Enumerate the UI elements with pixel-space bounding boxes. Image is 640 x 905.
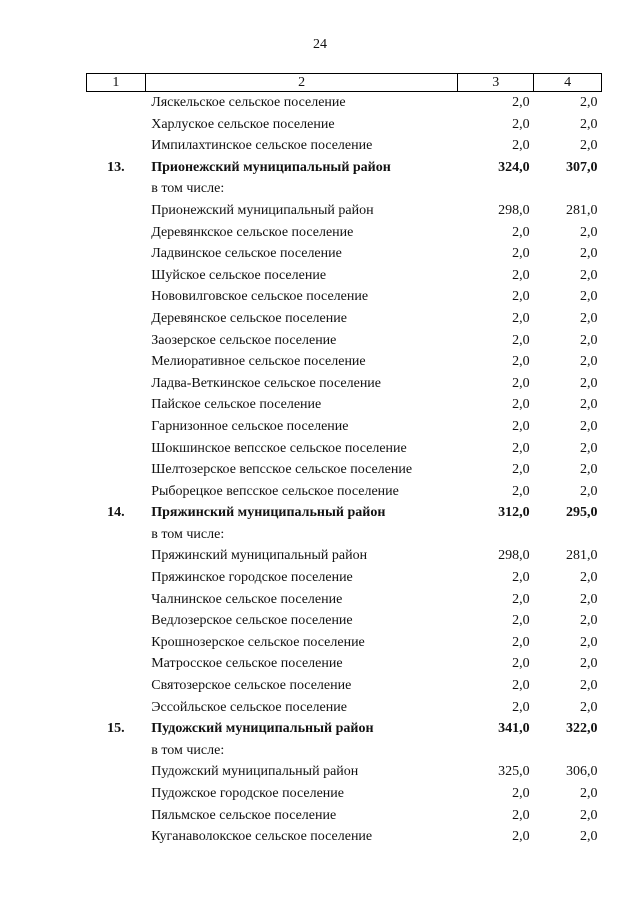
row-number — [87, 243, 146, 265]
row-number — [87, 761, 146, 783]
row-value-col3: 2,0 — [512, 310, 530, 326]
row-value-col4: 281,0 — [566, 548, 598, 564]
table-row — [87, 675, 602, 697]
row-value-col3: 2,0 — [512, 354, 530, 370]
row-value-col3: 2,0 — [512, 440, 530, 456]
table-row — [87, 826, 602, 848]
row-value-col3: 2,0 — [512, 656, 530, 672]
row-value-col4: 2,0 — [580, 224, 598, 240]
row-value-col4: 2,0 — [580, 699, 598, 715]
row-value-col3: 312,0 — [498, 505, 530, 521]
row-number — [87, 610, 146, 632]
row-value-col3: 2,0 — [512, 418, 530, 434]
table-row — [87, 135, 602, 157]
row-value-col4: 2,0 — [580, 807, 598, 823]
row-name: Нововилговское сельское поселение — [151, 289, 369, 305]
row-value-col3: 2,0 — [512, 267, 530, 283]
row-value-col3: 2,0 — [512, 397, 530, 413]
row-value-col3: 2,0 — [512, 375, 530, 391]
row-number — [87, 114, 146, 136]
row-name: Чалнинское сельское поселение — [151, 591, 343, 607]
row-value-col3 — [458, 178, 534, 200]
row-name: Импилахтинское сельское поселение — [151, 138, 373, 154]
table-row — [87, 222, 602, 244]
row-name: Шелтозерское вепсское сельское поселение — [151, 462, 413, 478]
table-row — [87, 265, 602, 287]
row-name: Гарнизонное сельское поселение — [151, 418, 349, 434]
row-value-col3: 2,0 — [512, 224, 530, 240]
row-value-col4: 2,0 — [580, 440, 598, 456]
row-number — [87, 92, 146, 114]
row-number — [87, 632, 146, 654]
table-row — [87, 92, 602, 114]
row-value-col3: 2,0 — [512, 95, 530, 110]
row-name: Пряжинское городское поселение — [151, 570, 353, 586]
row-value-col3: 2,0 — [512, 289, 530, 305]
row-value-col4 — [534, 524, 602, 546]
row-number — [87, 351, 146, 373]
row-number — [87, 438, 146, 460]
row-name: Ладва-Веткинское сельское поселение — [151, 375, 382, 391]
row-name: Деревянкское сельское поселение — [151, 224, 354, 240]
row-value-col3: 2,0 — [512, 786, 530, 801]
row-value-col4: 2,0 — [580, 289, 598, 305]
table-row — [87, 286, 602, 308]
row-value-col4: 2,0 — [580, 829, 598, 845]
row-value-col3: 324,0 — [498, 159, 530, 175]
row-number — [87, 783, 146, 805]
row-number — [87, 330, 146, 352]
row-value-col4: 2,0 — [580, 613, 598, 629]
row-number — [87, 675, 146, 697]
row-number — [87, 697, 146, 719]
row-value-col3: 2,0 — [512, 462, 530, 478]
row-value-col3: 2,0 — [512, 591, 530, 607]
row-number — [87, 265, 146, 287]
table-row — [87, 330, 602, 352]
row-name: Ладвинское сельское поселение — [151, 246, 342, 262]
allocation-table — [86, 73, 602, 848]
row-value-col3: 2,0 — [512, 116, 530, 132]
row-value-col4: 2,0 — [580, 138, 598, 154]
table-row — [87, 200, 602, 222]
row-number — [87, 178, 146, 200]
row-number: 13. — [107, 159, 125, 175]
table-row — [87, 761, 602, 783]
row-value-col4: 2,0 — [580, 462, 598, 478]
row-value-col4: 2,0 — [580, 570, 598, 586]
row-value-col4 — [534, 740, 602, 762]
row-number — [87, 222, 146, 244]
row-number — [87, 394, 146, 416]
row-value-col3: 2,0 — [512, 807, 530, 823]
row-value-col4: 2,0 — [580, 656, 598, 672]
row-value-col4: 2,0 — [580, 267, 598, 283]
row-name: Пайское сельское поселение — [151, 397, 322, 413]
header-col-4: 4 — [534, 74, 602, 92]
table-row — [87, 373, 602, 395]
row-value-col4 — [534, 178, 602, 200]
page-number: 24 — [313, 37, 327, 52]
row-value-col4: 281,0 — [566, 202, 598, 218]
row-value-col4: 307,0 — [566, 159, 598, 175]
table-row — [87, 740, 602, 762]
row-value-col3: 325,0 — [498, 764, 530, 780]
table-row — [87, 438, 602, 460]
row-name: в том числе: — [151, 526, 225, 542]
row-number — [87, 805, 146, 827]
row-number — [87, 524, 146, 546]
row-value-col3: 2,0 — [512, 699, 530, 715]
table-row — [87, 805, 602, 827]
table-header — [87, 74, 602, 92]
table-body — [87, 92, 602, 848]
header-col-3: 3 — [458, 74, 534, 92]
row-value-col4: 2,0 — [580, 678, 598, 694]
row-number — [87, 545, 146, 567]
row-number — [87, 308, 146, 330]
table-row — [87, 178, 602, 200]
row-name: Куганаволокское сельское поселение — [151, 829, 373, 845]
table-row — [87, 524, 602, 546]
row-name: Рыборецкое вепсское сельское поселение — [151, 483, 399, 499]
row-value-col4: 2,0 — [580, 418, 598, 434]
row-value-col3: 2,0 — [512, 634, 530, 650]
row-name: Прионежский муниципальный район — [151, 202, 374, 218]
table-row — [87, 114, 602, 136]
row-number — [87, 653, 146, 675]
row-number — [87, 481, 146, 503]
table-row — [87, 351, 602, 373]
row-value-col3: 2,0 — [512, 138, 530, 154]
table-row — [87, 697, 602, 719]
row-number — [87, 459, 146, 481]
row-number — [87, 416, 146, 438]
row-name: Заозерское сельское поселение — [151, 332, 337, 348]
row-value-col3: 2,0 — [512, 246, 530, 262]
row-value-col3: 2,0 — [512, 829, 530, 845]
row-number — [87, 373, 146, 395]
row-number — [87, 567, 146, 589]
row-value-col4: 306,0 — [566, 764, 598, 780]
table-row — [87, 394, 602, 416]
row-value-col3: 2,0 — [512, 332, 530, 348]
row-value-col4: 2,0 — [580, 483, 598, 499]
row-name: Прионежский муниципальный район — [151, 159, 391, 175]
row-number — [87, 589, 146, 611]
row-value-col4: 2,0 — [580, 591, 598, 607]
row-number — [87, 200, 146, 222]
row-value-col3: 2,0 — [512, 613, 530, 629]
table-row — [87, 567, 602, 589]
row-name: Деревянское сельское поселение — [151, 310, 347, 326]
row-value-col4: 2,0 — [580, 310, 598, 326]
table-row — [87, 545, 602, 567]
district-row — [87, 718, 602, 740]
row-value-col3: 298,0 — [498, 548, 530, 564]
row-name: Шуйское сельское поселение — [151, 267, 327, 283]
row-name: Ляскельское сельское поселение — [151, 95, 346, 110]
row-value-col4: 2,0 — [580, 246, 598, 262]
district-row — [87, 157, 602, 179]
header-row — [87, 74, 602, 92]
row-name: в том числе: — [151, 742, 225, 758]
row-value-col3: 341,0 — [498, 721, 530, 737]
row-number: 15. — [107, 721, 125, 737]
row-name: Шокшинское вепсское сельское поселение — [151, 440, 407, 456]
table-row — [87, 610, 602, 632]
row-name: Пряжинский муниципальный район — [151, 505, 386, 521]
row-value-col3: 2,0 — [512, 570, 530, 586]
row-value-col3 — [458, 524, 534, 546]
row-name: Пяльмское сельское поселение — [151, 807, 337, 823]
row-value-col4: 2,0 — [580, 95, 598, 110]
row-value-col3: 2,0 — [512, 483, 530, 499]
row-value-col3: 298,0 — [498, 202, 530, 218]
table-row — [87, 416, 602, 438]
row-name: в том числе: — [151, 181, 225, 197]
row-name: Пудожский муниципальный район — [151, 721, 374, 737]
table-row — [87, 653, 602, 675]
table-row — [87, 308, 602, 330]
table-row — [87, 632, 602, 654]
header-col-2: 2 — [145, 74, 458, 92]
header-col-1: 1 — [87, 74, 146, 92]
row-value-col4: 2,0 — [580, 354, 598, 370]
row-value-col4: 2,0 — [580, 397, 598, 413]
row-name: Харлуское сельское поселение — [151, 116, 335, 132]
row-value-col4: 2,0 — [580, 116, 598, 132]
table-row — [87, 459, 602, 481]
row-name: Пряжинский муниципальный район — [151, 548, 368, 564]
row-value-col4: 2,0 — [580, 634, 598, 650]
row-name: Ведлозерское сельское поселение — [151, 613, 353, 629]
row-number — [87, 286, 146, 308]
row-name: Эссойльское сельское поселение — [151, 699, 347, 715]
row-value-col4: 2,0 — [580, 332, 598, 348]
table-row — [87, 243, 602, 265]
row-name: Пудожский муниципальный район — [151, 764, 359, 780]
row-value-col4: 2,0 — [580, 786, 598, 801]
table-row — [87, 589, 602, 611]
row-number — [87, 826, 146, 848]
row-value-col4: 295,0 — [566, 505, 598, 521]
row-number — [87, 740, 146, 762]
row-value-col3: 2,0 — [512, 678, 530, 694]
table-row — [87, 783, 602, 805]
row-name: Крошнозерское сельское поселение — [151, 634, 365, 650]
row-name: Матросское сельское поселение — [151, 656, 343, 672]
row-name: Пудожское городское поселение — [151, 786, 344, 801]
row-name: Мелиоративное сельское поселение — [151, 354, 366, 370]
row-value-col3 — [458, 740, 534, 762]
row-value-col4: 2,0 — [580, 375, 598, 391]
row-name: Святозерское сельское поселение — [151, 678, 352, 694]
district-row — [87, 502, 602, 524]
row-number — [87, 135, 146, 157]
row-number: 14. — [107, 505, 125, 521]
table-row — [87, 481, 602, 503]
row-value-col4: 322,0 — [566, 721, 598, 737]
